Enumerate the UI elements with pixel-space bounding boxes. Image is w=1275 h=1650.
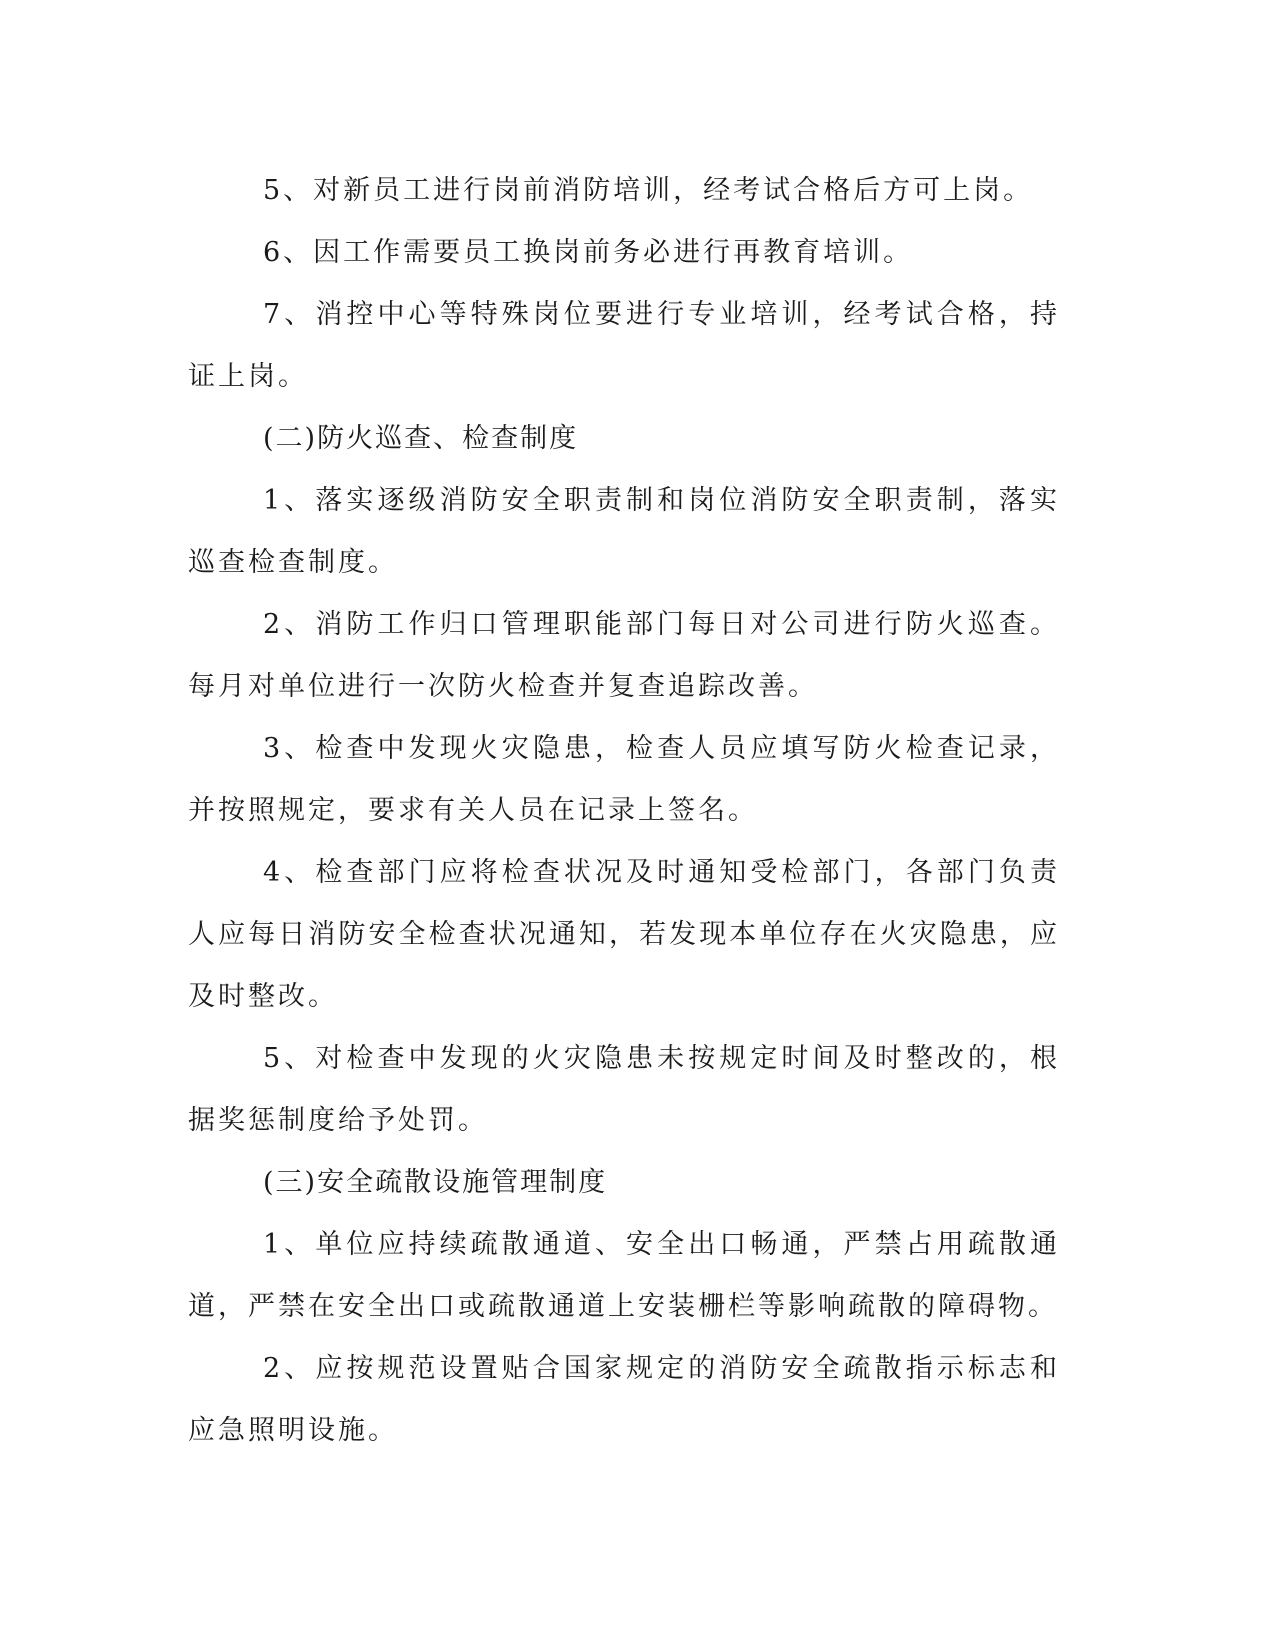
paragraph-item-5-penalty: 5、对检查中发现的火灾隐患未按规定时间及时整改的，根据奖惩制度给予处罚。 xyxy=(188,1043,1060,1136)
paragraph-item-4-notification: 4、检查部门应将检查状况及时通知受检部门，各部门负责人应每日消防安全检查状况通知，若发现本单位存在火灾隐患，应及时整改。 xyxy=(188,857,1060,1012)
section-heading-evacuation: (三)安全疏散设施管理制度 xyxy=(263,1167,608,1198)
document-body xyxy=(188,160,1060,1462)
paragraph-item-1-responsibility: 1、落实逐级消防安全职责制和岗位消防安全职责制，落实巡查检查制度。 xyxy=(188,485,1060,578)
paragraph-item-1-clear-exits: 1、单位应持续疏散通道、安全出口畅通，严禁占用疏散通道，严禁在安全出口或疏散通道上安装栅栏等影响疏散的障碍物。 xyxy=(188,1229,1060,1322)
paragraph-item-6-retraining: 6、因工作需要员工换岗前务必进行再教育培训。 xyxy=(263,237,914,268)
section-heading-fire-patrol: (二)防火巡查、检查制度 xyxy=(263,423,579,454)
paragraph-item-2-signage: 2、应按规范设置贴合国家规定的消防安全疏散指示标志和应急照明设施。 xyxy=(188,1353,1060,1446)
paragraph-item-7-special-posts: 7、消控中心等特殊岗位要进行专业培训，经考试合格，持证上岗。 xyxy=(188,299,1060,392)
paragraph-item-3-hazard-record: 3、检查中发现火灾隐患，检查人员应填写防火检查记录，并按照规定，要求有关人员在记录上签名。 xyxy=(188,733,1060,826)
paragraph-item-2-daily-patrol: 2、消防工作归口管理职能部门每日对公司进行防火巡查。每月对单位进行一次防火检查并复查追踪改善。 xyxy=(188,609,1060,702)
paragraph-item-5-training: 5、对新员工进行岗前消防培训，经考试合格后方可上岗。 xyxy=(263,175,1034,206)
